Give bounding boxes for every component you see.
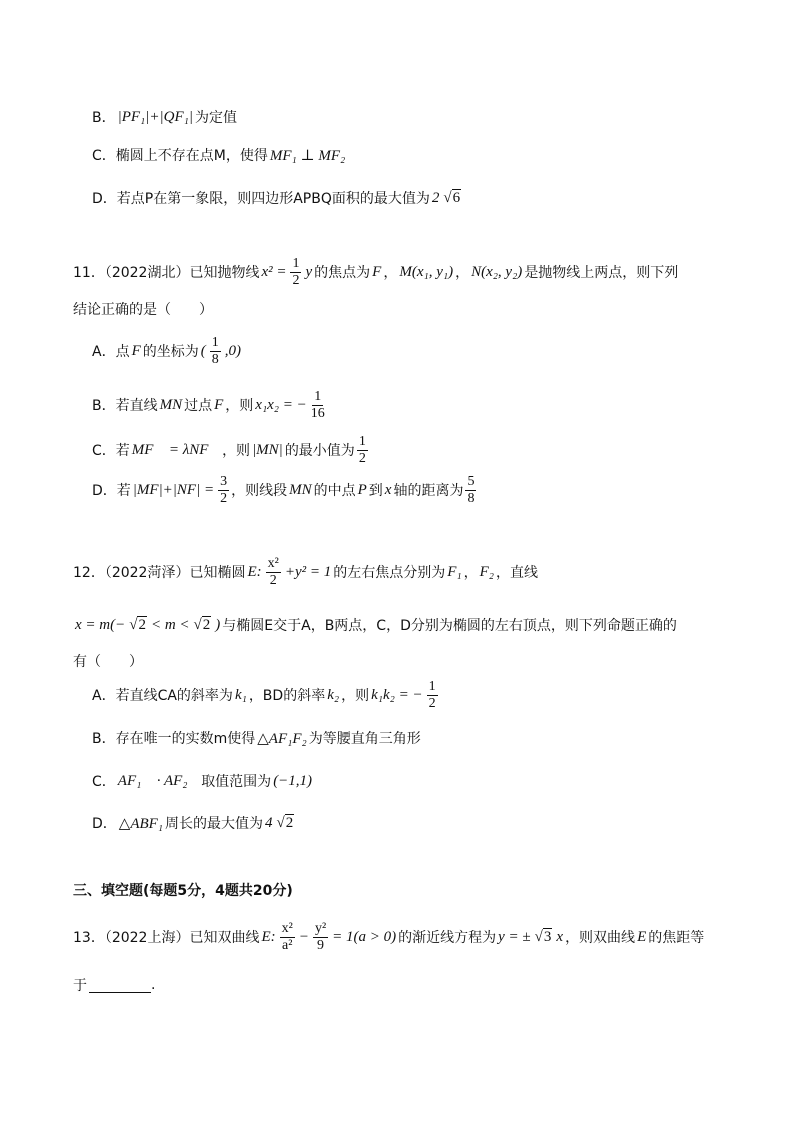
- radical-icon: √: [276, 814, 285, 831]
- text-segment: 有（ ）: [73, 654, 143, 670]
- math-expression: −: [298, 928, 309, 945]
- math-expression: ): [215, 616, 221, 633]
- text-segment: D．: [92, 816, 117, 832]
- text-segment: ，: [383, 265, 398, 281]
- option-12a: [92, 675, 440, 715]
- option-11a: [92, 331, 243, 371]
- text-segment: ，直线: [496, 565, 539, 581]
- math-expression: MN: [159, 396, 183, 413]
- fraction: [465, 474, 476, 507]
- text-segment: ，则线段: [231, 483, 288, 499]
- numerator: 1: [314, 388, 322, 404]
- math-expression: E: [637, 928, 647, 945]
- square-root: [535, 929, 553, 946]
- math-expression: k₁k₂ = −: [371, 686, 423, 703]
- math-expression: = 1(a > 0): [332, 928, 397, 945]
- math-expression: E:: [261, 928, 276, 945]
- numerator: 1: [428, 678, 436, 694]
- text-segment: ，则: [225, 398, 254, 414]
- text-segment: 的焦距等: [648, 930, 705, 946]
- text-segment: 13．（2022上海）已知双曲线: [73, 930, 260, 946]
- numerator: 5: [467, 473, 475, 489]
- option-11b: [92, 385, 327, 425]
- fraction: [357, 434, 368, 467]
- math-expression: x: [556, 928, 564, 945]
- math-expression: E:: [247, 563, 262, 580]
- square-root: [129, 617, 147, 634]
- text-segment: 过点: [184, 398, 213, 414]
- option-10d: [92, 178, 463, 218]
- math-expression: MF₁ ⊥ MF₂: [269, 147, 346, 164]
- math-expression: F₁: [447, 563, 462, 580]
- text-segment: ，: [463, 565, 478, 581]
- fraction: [210, 335, 221, 368]
- text-segment: ，则: [341, 688, 370, 704]
- radicand: 3: [543, 928, 552, 945]
- text-segment: 为定值: [194, 110, 237, 126]
- math-expression: ,0): [224, 342, 241, 359]
- denominator: 8: [211, 351, 219, 367]
- math-expression: 4: [265, 814, 273, 831]
- math-expression: MF⃗ = λNF⃗: [131, 441, 221, 458]
- text-segment: ，BD的斜率: [248, 688, 326, 704]
- question-12-line2: [73, 605, 677, 645]
- fraction: [266, 556, 281, 589]
- section-heading-3: [73, 870, 293, 910]
- numerator: x²: [267, 555, 279, 571]
- text-segment: B．存在唯一的实数m使得: [92, 731, 256, 747]
- text-segment: D．若: [92, 483, 131, 499]
- math-expression: △AF₁F₂: [257, 730, 307, 747]
- math-expression: F: [214, 396, 224, 413]
- question-13-line1: [73, 917, 704, 957]
- numerator: 3: [220, 473, 228, 489]
- text-segment: 的渐近线方程为: [398, 930, 497, 946]
- text-segment: C．若: [92, 443, 130, 459]
- text-segment: D．若点P在第一象限，则四边形APBQ面积的最大值为: [92, 191, 430, 207]
- square-root: [443, 190, 461, 207]
- denominator: 2: [358, 450, 366, 466]
- text-segment: 于: [73, 978, 87, 994]
- fraction: [311, 389, 325, 422]
- option-12b: [92, 718, 421, 758]
- text-segment: ，则双曲线: [565, 930, 636, 946]
- math-expression: P: [357, 481, 367, 498]
- math-expression: (: [200, 342, 206, 359]
- square-root: [194, 617, 212, 634]
- math-expression: N(x₂, y₂): [471, 263, 523, 280]
- text-segment: 结论正确的是（ ）: [73, 302, 213, 318]
- text-segment: C．: [92, 774, 116, 790]
- text-segment: ，则: [222, 443, 251, 459]
- math-expression: 2: [431, 189, 440, 206]
- fraction: [218, 474, 229, 507]
- option-11c: [92, 430, 370, 470]
- text-segment: 的坐标为: [142, 344, 199, 360]
- numerator: 1: [211, 334, 219, 350]
- numerator: x²: [281, 920, 293, 936]
- text-segment: 为等腰直角三角形: [308, 731, 421, 747]
- denominator: 2: [269, 572, 277, 588]
- question-12-line1: [73, 552, 538, 592]
- math-expression: x: [384, 481, 392, 498]
- question-11-line2: [73, 289, 213, 329]
- text-segment: B．若直线: [92, 398, 158, 414]
- radical-icon: √: [534, 928, 543, 945]
- math-expression: |PF₁|+|QF₁|: [117, 108, 193, 125]
- text-segment: A．点: [92, 344, 130, 360]
- math-expression: F: [131, 342, 141, 359]
- text-segment: 的最小值为: [284, 443, 355, 459]
- fraction: [290, 256, 301, 289]
- denominator: 2: [428, 695, 436, 711]
- text-segment: 的左右焦点分别为: [333, 565, 446, 581]
- denominator: 16: [310, 405, 325, 421]
- square-root: [277, 815, 295, 832]
- math-expression: AF₁⃗ · AF₂⃗: [117, 772, 200, 789]
- radicand: 6: [452, 189, 461, 206]
- math-expression: k₂: [327, 686, 340, 703]
- radical-icon: √: [193, 616, 202, 633]
- math-expression: |MF|+|NF| =: [132, 481, 215, 498]
- denominator: 9: [317, 937, 325, 953]
- fraction: [280, 921, 295, 954]
- math-expression: △ABF₁: [118, 815, 164, 832]
- denominator: 8: [467, 490, 475, 506]
- text-segment: .: [151, 977, 156, 993]
- math-expression: F: [372, 263, 382, 280]
- fraction: [313, 921, 328, 954]
- question-13-line2: [73, 965, 155, 1005]
- text-segment: 12．（2022菏泽）已知椭圆: [73, 565, 246, 581]
- math-expression: MN: [289, 481, 312, 498]
- numerator: 1: [358, 433, 366, 449]
- math-expression: (−1,1): [273, 772, 313, 789]
- denominator: 2: [292, 272, 300, 288]
- radicand: 2: [285, 814, 294, 831]
- math-expression: +y² = 1: [284, 563, 332, 580]
- math-expression: |MN|: [252, 441, 283, 458]
- math-expression: x² =: [261, 263, 287, 280]
- text-segment: 是抛物线上两点，则下列: [524, 265, 679, 281]
- math-expression: < m <: [150, 616, 190, 633]
- math-expression: x₁x₂ = −: [255, 396, 307, 413]
- text-segment: A．若直线CA的斜率为: [92, 688, 233, 704]
- option-10b: [92, 97, 237, 137]
- text-segment: 周长的最大值为: [165, 816, 264, 832]
- math-expression: M(x₁, y₁): [399, 263, 454, 280]
- radical-icon: √: [129, 616, 138, 633]
- text-segment: 与椭圆E交于A，B两点，C，D分别为椭圆的左右顶点，则下列命题正确的: [222, 618, 677, 634]
- option-10c: [92, 135, 347, 175]
- text-segment: 的焦点为: [314, 265, 371, 281]
- text-segment: ，: [455, 265, 470, 281]
- radicand: 2: [138, 616, 146, 633]
- math-expression: k₁: [234, 686, 247, 703]
- denominator: a²: [282, 937, 293, 953]
- math-expression: F₂: [479, 563, 495, 580]
- option-11d: [92, 470, 478, 510]
- text-segment: 取值范围为: [201, 774, 272, 790]
- text-segment: 的中点: [313, 483, 356, 499]
- answer-blank[interactable]: [89, 978, 151, 993]
- text-segment: 11．（2022湖北）已知抛物线: [73, 265, 260, 281]
- text-segment: C．椭圆上不存在点M，使得: [92, 148, 268, 164]
- math-expression: x = m(−: [75, 616, 126, 633]
- math-expression: y: [305, 263, 313, 280]
- radicand: 2: [202, 616, 211, 633]
- numerator: 1: [292, 255, 300, 271]
- text-segment: 到: [368, 483, 383, 499]
- math-expression: y = ±: [498, 928, 531, 945]
- question-11-line1: [73, 252, 678, 292]
- text-segment: 轴的距离为: [393, 483, 464, 499]
- text-segment: B．: [92, 110, 116, 126]
- text-segment: 三、填空题(每题5分，4题共20分): [73, 883, 293, 899]
- numerator: y²: [314, 920, 327, 936]
- denominator: 2: [220, 490, 228, 506]
- radical-icon: √: [443, 189, 452, 206]
- fraction: [427, 679, 438, 712]
- option-12c: [92, 761, 314, 801]
- option-12d: [92, 803, 296, 843]
